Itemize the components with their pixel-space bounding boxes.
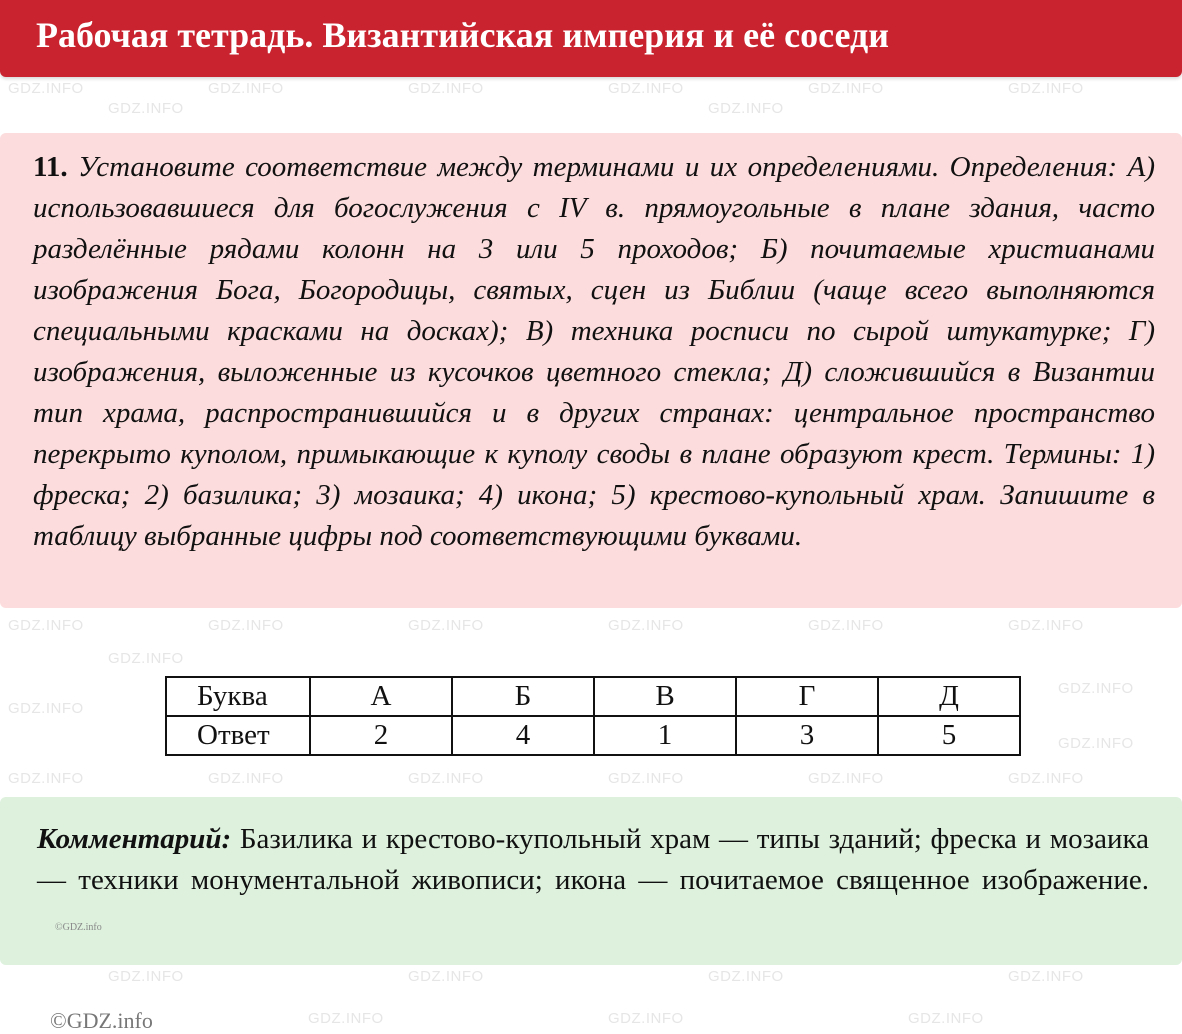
watermark: GDZ.INFO [808, 80, 884, 97]
watermark: GDZ.INFO [1058, 735, 1134, 752]
watermark: GDZ.INFO [8, 700, 84, 717]
watermark: GDZ.INFO [108, 968, 184, 985]
watermark: GDZ.INFO [408, 770, 484, 787]
watermark: GDZ.INFO [208, 770, 284, 787]
watermark: GDZ.INFO [908, 1010, 984, 1027]
table-answer-cell: 5 [878, 716, 1020, 755]
comment-credit: ©GDZ.info [55, 922, 102, 933]
page-header [0, 0, 1182, 77]
watermark: GDZ.INFO [608, 80, 684, 97]
task-text [33, 147, 1155, 557]
table-answer-cell: 3 [736, 716, 878, 755]
watermark: GDZ.INFO [308, 1010, 384, 1027]
table-row [166, 677, 1020, 716]
table-letter-cell: Д [878, 677, 1020, 716]
watermark: GDZ.INFO [408, 968, 484, 985]
table-answer-cell: 2 [310, 716, 452, 755]
table-answer-cell: 1 [594, 716, 736, 755]
watermark: GDZ.INFO [608, 617, 684, 634]
footer-credit: ©GDZ.info [50, 1008, 153, 1033]
watermark: GDZ.INFO [108, 100, 184, 117]
table-letter-cell: В [594, 677, 736, 716]
task-number: 11. [33, 151, 68, 183]
watermark: GDZ.INFO [708, 968, 784, 985]
watermark: GDZ.INFO [708, 100, 784, 117]
task-body: Установите соответствие между терминами и их определениями. Определения: А) использовавшиеся для богослужения с IV в. прямоугольные в плане здания, часто разделённые рядами колонн на 3 или 5 проходов; Б) почитаемые христианами изображения Бога, Богородицы, святых, сцен из Библии (чаще всего выполняются специальными красками на досках); В) техника росписи по сырой штукатурке; Г) изображения, выложенные из кусочков цветного стекла; Д) сложившийся в Византии тип храма, распространившийся и в других странах: центральное пространство перекрыто куполом, примыкающие к куполу своды в плане образуют крест. Термины: 1) фреска; 2) базилика; 3) мозаика; 4) икона; 5) крестово-купольный храм. Запишите в таблицу выбранные цифры под соответствующими буквами. [33, 151, 1156, 552]
watermark: GDZ.INFO [1008, 617, 1084, 634]
watermark: GDZ.INFO [408, 617, 484, 634]
watermark: GDZ.INFO [8, 80, 84, 97]
watermark: GDZ.INFO [8, 617, 84, 634]
table-letter-cell: Б [452, 677, 594, 716]
watermark: GDZ.INFO [808, 770, 884, 787]
watermark: GDZ.INFO [208, 80, 284, 97]
watermark: GDZ.INFO [208, 617, 284, 634]
watermark: GDZ.INFO [608, 770, 684, 787]
watermark: GDZ.INFO [1008, 770, 1084, 787]
watermark: GDZ.INFO [608, 1010, 684, 1027]
table-answer-cell: 4 [452, 716, 594, 755]
table-letter-cell: Г [736, 677, 878, 716]
table-header-cell: Буква [166, 677, 310, 716]
watermark: GDZ.INFO [808, 617, 884, 634]
comment-lead: Комментарий: [37, 823, 232, 855]
table-header-cell: Ответ [166, 716, 310, 755]
watermark: GDZ.INFO [108, 650, 184, 667]
table-row [166, 716, 1020, 755]
watermark: GDZ.INFO [1008, 80, 1084, 97]
watermark: GDZ.INFO [1008, 968, 1084, 985]
table-letter-cell: А [310, 677, 452, 716]
watermark: GDZ.INFO [408, 80, 484, 97]
comment-text [37, 819, 1149, 948]
watermark: GDZ.INFO [8, 770, 84, 787]
answer-table [165, 676, 1021, 756]
page-title: Рабочая тетрадь. Византийская империя и её соседи [36, 15, 889, 55]
watermark: GDZ.INFO [1058, 680, 1134, 697]
comment-body: Базилика и крестово-купольный храм — типы зданий; фреска и мозаика — техники монументальной живописи; икона — почитаемое священное изображение. [37, 823, 1149, 896]
